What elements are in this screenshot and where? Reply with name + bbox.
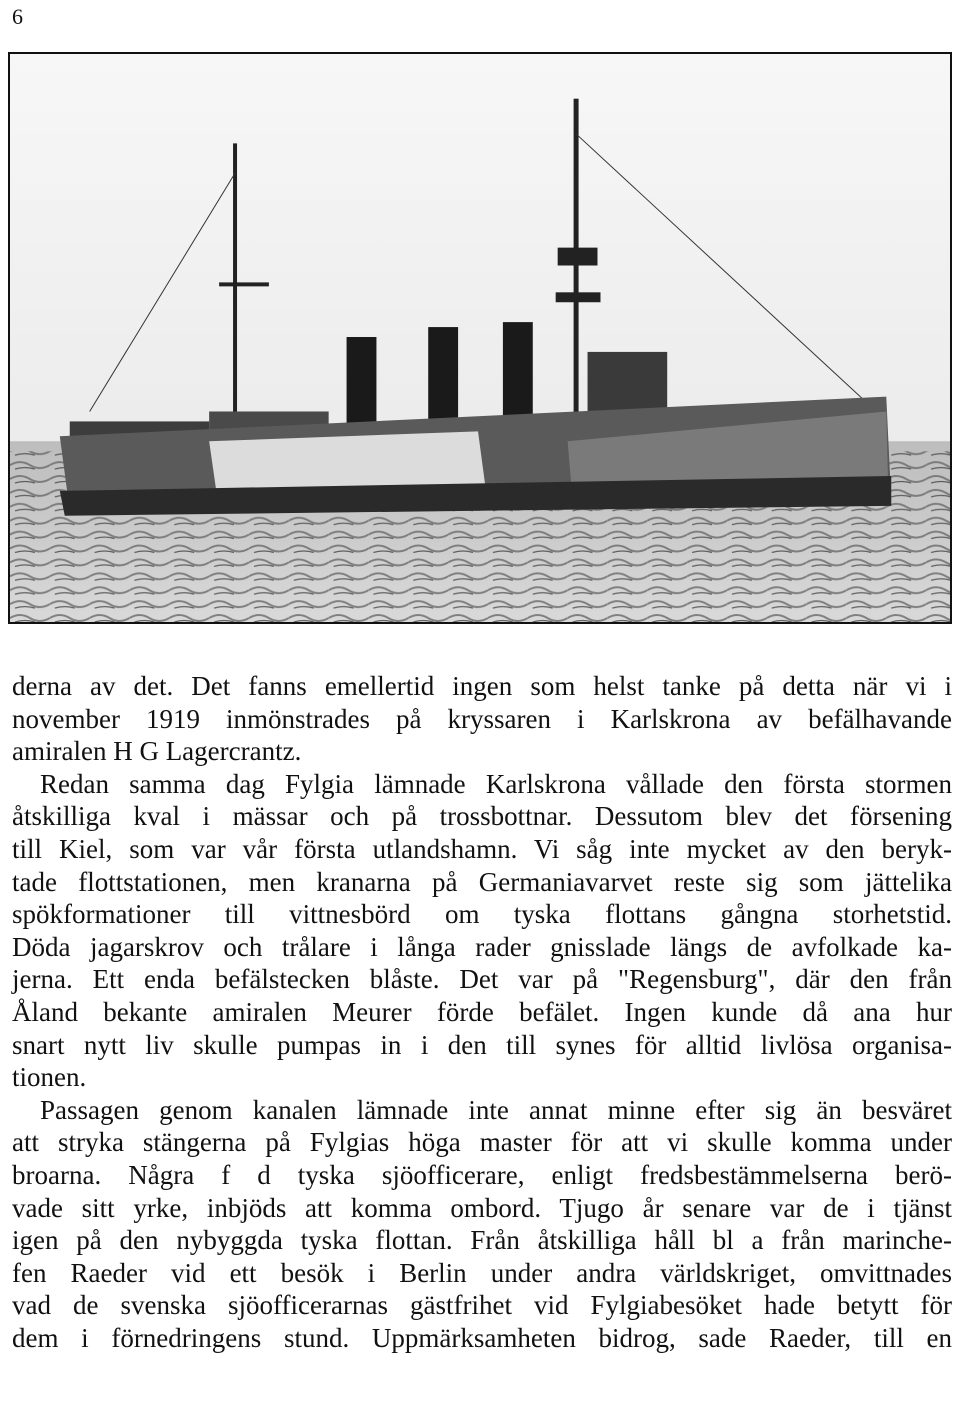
text-line: Passagen genom kanalen lämnade inte annat minne efter sig än besväret: [40, 1094, 952, 1125]
text-line: åtskilliga kval i mässar och på trossbottnar. Dessutom blev det försening: [12, 801, 952, 832]
text-line: tionen.: [12, 1062, 87, 1093]
body-text: [12, 670, 952, 1354]
text-line: snart nytt liv skulle pumpas in i den till synes för alltid livlösa organisa-: [12, 1029, 952, 1060]
text-line: till Kiel, som var vår första utlandshamn. Vi såg inte mycket av den beryk-: [12, 833, 952, 864]
text-line: att stryka stängerna på Fylgias höga master för att vi skulle komma under: [12, 1127, 952, 1158]
text-line: dem i förnedringens stund. Uppmärksamheten bidrog, sade Raeder, till en: [12, 1322, 952, 1353]
text-line: broarna. Några f d tyska sjöofficerare, enligt fredsbestämmelserna berö-: [12, 1159, 952, 1190]
text-line: fen Raeder vid ett besök i Berlin under andra världskriget, omvittnades: [12, 1257, 952, 1288]
text-line: derna av det. Det fanns emellertid ingen som helst tanke på detta när vi i: [12, 671, 952, 701]
text-line: vad de svenska sjöofficerarnas gästfrihet vid Fylgiabesöket hade betytt för: [12, 1290, 952, 1321]
text-line: spökformationer till vittnesbörd om tyska flottans gångna storhetstid.: [12, 899, 952, 930]
text-line: november 1919 inmönstrades på kryssaren i Karlskrona av befälhavande: [12, 703, 952, 734]
page-number: 6: [12, 4, 23, 29]
text-line: Åland bekante amiralen Meurer förde befälet. Ingen kunde då ana hur: [12, 996, 952, 1027]
text-line: amiralen H G Lagercrantz.: [12, 736, 302, 767]
text-line: vade sitt yrke, inbjöds att komma ombord. Tjugo år senare var de i tjänst: [12, 1192, 952, 1223]
text-line: tade flottstationen, men kranarna på Germaniavarvet reste sig som jättelika: [12, 866, 952, 897]
text-line: Redan samma dag Fylgia lämnade Karlskrona vållade den första stormen: [40, 768, 952, 799]
warship-photo: [8, 52, 952, 624]
warship-photo-icon: [10, 54, 950, 622]
text-line: igen på den nybyggda tyska flottan. Från åtskilliga håll bl a från marinche-: [12, 1225, 952, 1256]
text-line: jerna. Ett enda befälstecken blåste. Det var på "Regensburg", där den från: [12, 964, 952, 995]
text-line: Döda jagarskrov och trålare i långa rader gnisslade längs de avfolkade ka-: [12, 931, 952, 962]
